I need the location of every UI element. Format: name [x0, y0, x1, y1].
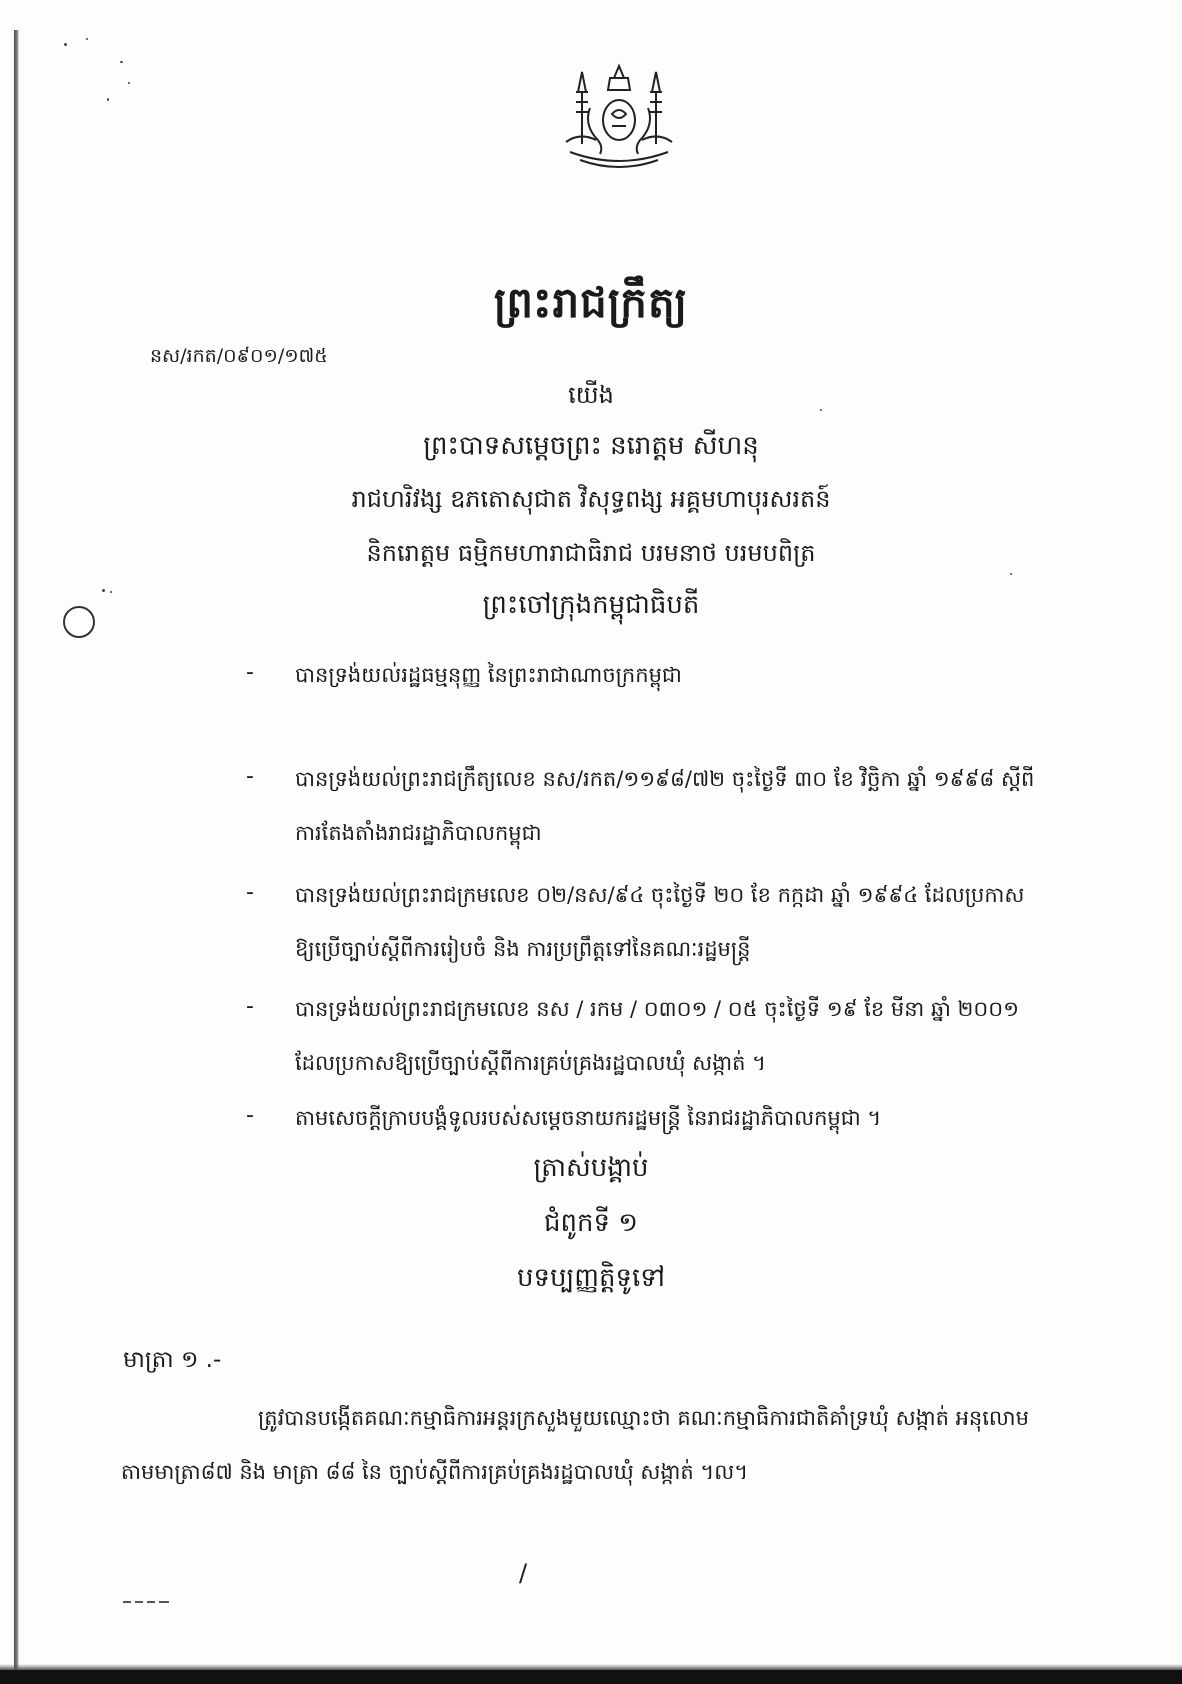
decree-heading: ត្រាស់បង្គាប់	[533, 1153, 649, 1183]
recital-bullet: -	[246, 1103, 254, 1128]
recital-text	[295, 982, 1095, 1090]
recital-text	[295, 868, 1095, 976]
header-line: ព្រះបាទសម្តេចព្រះ នរោត្តម សីហនុ	[423, 431, 759, 461]
recital-line: ការតែងតាំងរាជរដ្ឋាភិបាលកម្ពុជា	[295, 821, 542, 845]
chapter-number: ជំពូកទី ១	[544, 1208, 638, 1238]
recital-line: បានទ្រង់យល់ព្រះរាជក្រមលេខ នស / រកម / ០៣០១ / ០៥ ចុះថ្ងៃទី ១៩ ខែ មីនា ឆ្នាំ ២០០១	[295, 997, 1020, 1021]
recital-text	[295, 752, 1095, 860]
scan-speck	[86, 38, 88, 40]
recital-line: បានទ្រង់យល់ព្រះរាជក្រឹត្យលេខ នស/រកត/១១៩៨/៧២ ចុះថ្ងៃទី ៣០ ខែ វិច្ឆិកា ឆ្នាំ ១៩៩៨ ស្តីពី	[295, 767, 1035, 791]
recital-line: ឱ្យប្រើច្បាប់ស្តីពីការរៀបចំ និង ការប្រព្រឹត្តទៅនៃគណៈរដ្ឋមន្ត្រី	[295, 937, 751, 961]
recital-line: បានទ្រង់យល់ព្រះរាជក្រមលេខ ០២/នស/៩៤ ចុះថ្ងៃទី ២០ ខែ កក្កដា ឆ្នាំ ១៩៩៤ ដែលប្រកាស	[295, 883, 1025, 907]
article-text-line: ត្រូវបានបង្កើតគណៈកម្មាធិការអន្តរក្រសួងមួយឈ្មោះថា គណៈកម្មាធិការជាតិគាំទ្រឃុំ សង្កាត់ អនុលោម	[258, 1406, 1029, 1430]
scan-speck	[64, 43, 67, 46]
reference-number: នស/រកត/០៩០១/១៧៥	[150, 345, 328, 367]
page-mark: /	[519, 1559, 528, 1587]
document-title: ព្រះរាជក្រឹត្យ	[493, 278, 689, 327]
article-text-line: តាមមាត្រា៨៧ និង មាត្រា ៨៨ នៃ ច្បាប់ស្តីពីការគ្រប់គ្រងរដ្ឋបាលឃុំ សង្កាត់ ។ល។	[121, 1460, 749, 1484]
header-line: រាជហរិវង្ស ឧភតោសុជាត វិសុទ្ធពង្ស អគ្គមហាបុរសរតន៍	[351, 485, 831, 513]
recital-line: បានទ្រង់យល់រដ្ឋធម្មនុញ្ញ នៃព្រះរាជាណាចក្រកម្ពុជា	[295, 663, 682, 687]
royal-coat-of-arms-icon	[560, 62, 678, 174]
article-heading: មាត្រា ១ .-	[123, 1347, 222, 1373]
header-line: ព្រះចៅក្រុងកម្ពុជាធិបតី	[482, 590, 700, 620]
scan-artifact-icon	[123, 1599, 169, 1605]
scan-speck	[120, 61, 123, 63]
header-line: និករោត្តម ធម្មិកមហារាជាធិរាជ បរមនាថ បរមបពិត្រ	[366, 539, 816, 567]
recital-bullet: -	[246, 994, 254, 1019]
recital-bullet: -	[246, 764, 254, 789]
recital-bullet: -	[246, 880, 254, 905]
footer-scan-mark	[123, 1595, 169, 1608]
recital-text	[295, 648, 1095, 702]
recital-line: ដែលប្រកាសឱ្យប្រើច្បាប់ស្តីពីការគ្រប់គ្រងរដ្ឋបាលឃុំ សង្កាត់ ។	[295, 1051, 766, 1075]
chapter-title: បទប្បញ្ញត្តិទូទៅ	[516, 1263, 666, 1293]
recital-line: តាមសេចក្តីក្រាបបង្គំទូលរបស់សម្តេចនាយករដ្ឋមន្ត្រី នៃរាជរដ្ឋាភិបាលកម្ពុជា ។	[295, 1106, 882, 1130]
recital-bullet: -	[246, 660, 254, 685]
scan-bottom-edge	[0, 1670, 1182, 1684]
scan-speck	[128, 82, 130, 84]
scan-speck	[1010, 573, 1012, 575]
recital-text	[295, 1091, 1095, 1145]
scan-speck	[107, 98, 109, 101]
header-line: យើង	[568, 381, 614, 409]
